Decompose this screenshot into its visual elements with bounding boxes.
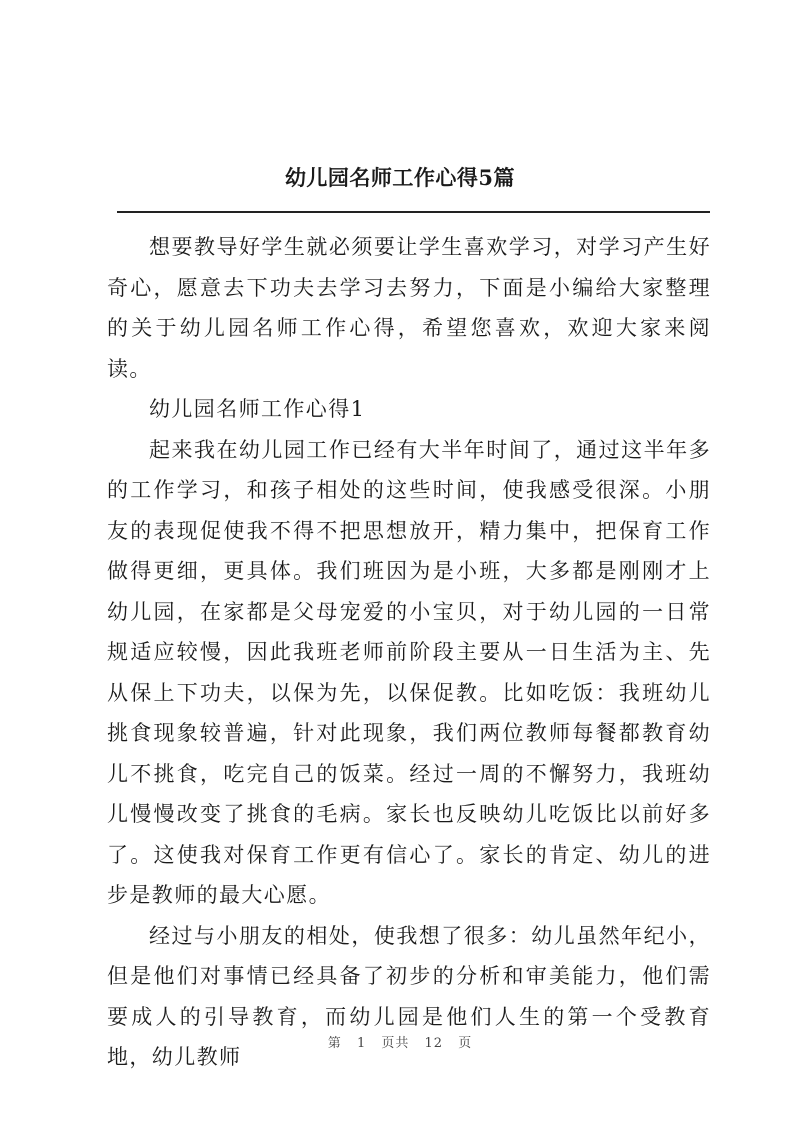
footer-label-of: 页共	[381, 1036, 410, 1051]
page-footer	[0, 1032, 800, 1051]
footer-total-pages: 12	[424, 1036, 444, 1051]
footer-label-end: 页	[458, 1036, 473, 1051]
body-paragraph: 起来我在幼儿园工作已经有大半年时间了，通过这半年多的工作学习，和孩子相处的这些时间，使我感受很深。小朋友的表现促使我不得不把思想放开，精力集中，把保育工作做得更细，更具体。我们班因为是小班，大多都是刚刚才上幼儿园，在家都是父母宠爱的小宝贝，对于幼儿园的一日常规适应较慢，因此我班老师前阶段主要从一日生活为主、先从保上下功夫，以保为先，以保促教。比如吃饭：我班幼儿挑食现象较普遍，针对此现象，我们两位教师每餐都教育幼儿不挑食，吃完自己的饭菜。经过一周的不懈努力，我班幼儿慢慢改变了挑食的毛病。家长也反映幼儿吃饭比以前好多了。这使我对保育工作更有信心了。家长的肯定、幼儿的进步是教师的最大心愿。	[107, 437, 711, 907]
intro-paragraph: 想要教导好学生就必须要让学生喜欢学习，对学习产生好奇心，愿意去下功夫去学习去努力，下面是小编给大家整理的关于幼儿园名师工作心得，希望您喜欢，欢迎大家来阅读。	[107, 235, 711, 381]
body-paragraph: 经过与小朋友的相处，使我想了很多：幼儿虽然年纪小，但是他们对事情已经具备了初步的分析和审美能力，他们需要成人的引导教育，而幼儿园是他们人生的第一个受教育地，幼儿教师	[107, 923, 711, 1069]
document-body	[107, 227, 711, 1078]
footer-label-page: 第	[327, 1036, 342, 1051]
footer-current-page: 1	[356, 1036, 367, 1051]
document-title: 幼儿园名师工作心得5篇	[284, 165, 516, 190]
title-divider	[117, 211, 710, 213]
section-heading: 幼儿园名师工作心得1	[149, 397, 366, 421]
